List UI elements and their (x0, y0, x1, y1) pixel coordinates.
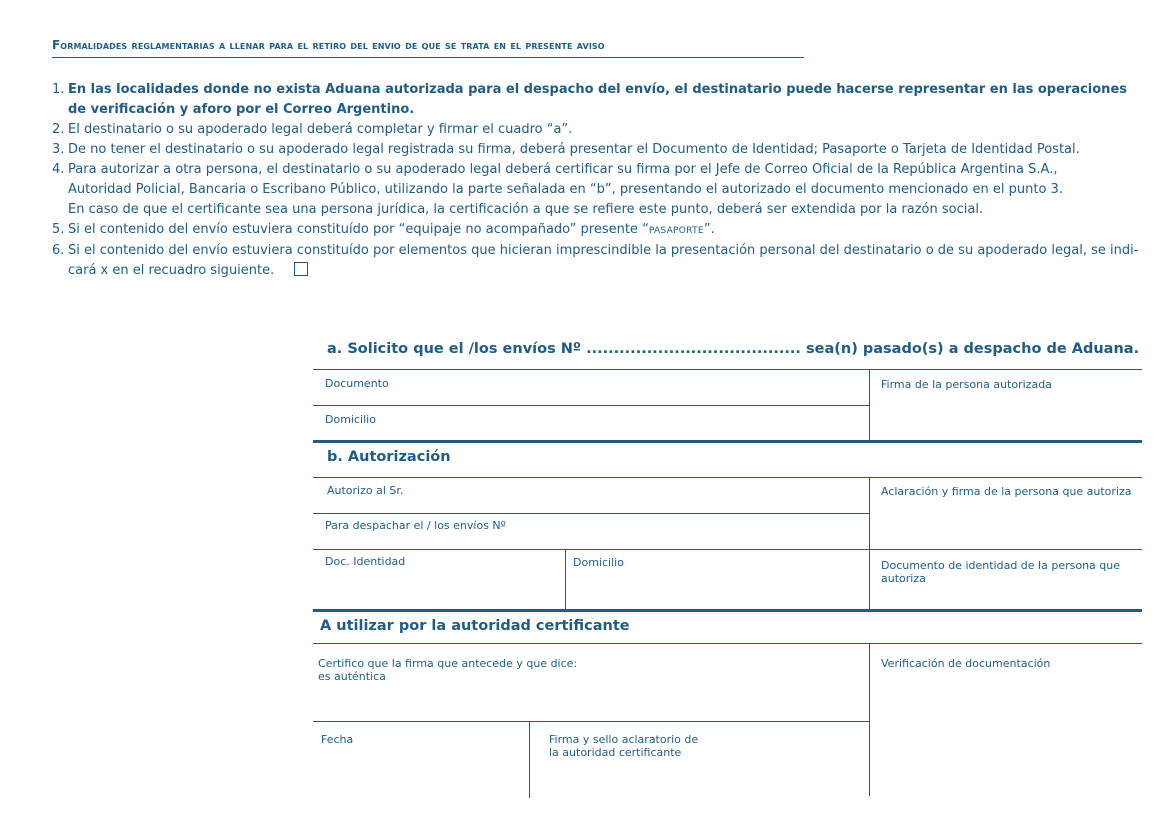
item-line: Autoridad Policial, Bancaria o Escribano Público, utilizando la parte señalada en “b”, presentando el autorizado el documento mencionado en el punto 3. (68, 182, 1063, 197)
item-text: De no tener el destinatario o su apoderado legal registrada su firma, deberá presentar el Documento de Identidad; Pasaporte o Tarjeta de Identidad Postal. (68, 142, 1080, 157)
firma-sello-line: Firma y sello aclaratorio de (549, 733, 699, 746)
certifico-line: Certifico que la firma que antecede y que dice: (318, 657, 578, 670)
divider (313, 549, 1142, 550)
item-text-pre: Si el contenido del envío estuviera constituído por “equipaje no acompañado” presente “ (68, 222, 649, 237)
item-number: 4. (52, 162, 65, 177)
item-number: 1. (52, 82, 65, 97)
item-line: Para autorizar a otra persona, el destinatario o su apoderado legal deberá certificar su firma por el Jefe de Correo Oficial de la República Argentina S.A., (68, 162, 1058, 177)
item-number: 6. (52, 243, 65, 258)
domicilio-b-label: Domicilio (573, 556, 624, 569)
documento-label: Documento (325, 377, 389, 390)
domicilio-label: Domicilio (325, 413, 376, 426)
passport-smallcaps: PASAPORTE (648, 226, 704, 236)
instruction-item-3 (52, 140, 1147, 160)
divider (529, 721, 530, 798)
divider (313, 405, 870, 406)
divider (313, 513, 870, 514)
instruction-item-6 (52, 241, 1147, 281)
divider (313, 477, 1142, 478)
instruction-item-5 (52, 220, 1147, 241)
divider (869, 369, 870, 441)
verificacion-field[interactable] (871, 645, 1142, 795)
item-line-text: cará x en el recuadro siguiente. (68, 263, 275, 278)
divider (565, 549, 566, 610)
certifico-line: es auténtica (318, 670, 386, 683)
item-number: 3. (52, 142, 65, 157)
firma-autorizada-field[interactable] (871, 371, 1142, 440)
section-b-title: b. Autorización (327, 449, 451, 465)
fecha-label: Fecha (321, 733, 354, 746)
item-number: 2. (52, 122, 65, 137)
aclaracion-label: Aclaración y firma de la persona que autoriza (881, 485, 1132, 498)
page-heading: Formalidades reglamentarias a llenar para el retiro del envio de que se trata en el presente aviso (52, 38, 804, 58)
fecha-field[interactable] (313, 723, 529, 796)
divider (313, 721, 870, 722)
autorizo-field[interactable] (313, 479, 869, 513)
item-number: 5. (52, 222, 65, 237)
personal-presence-checkbox[interactable] (294, 262, 308, 276)
documento-persona-label: Documento de identidad de la persona que autoriza (881, 559, 1121, 585)
firma-autorizada-label: Firma de la persona autorizada (881, 378, 1052, 391)
doc-identidad-label: Doc. Identidad (325, 555, 406, 568)
item-line: En caso de que el certificante sea una persona jurídica, la certificación a que se refiere este punto, deberá ser extendida por la razón social. (68, 202, 984, 217)
item-line (68, 261, 1147, 281)
aclaracion-field[interactable] (871, 479, 1142, 549)
firma-sello-line: la autoridad certificante (549, 746, 682, 759)
verificacion-label: Verificación de documentación (881, 657, 1051, 670)
divider (313, 369, 1142, 370)
divider (313, 609, 1142, 612)
item-text (68, 241, 1147, 281)
item-text (68, 220, 1147, 241)
firma-sello-field[interactable] (531, 723, 869, 796)
instruction-item-4 (52, 160, 1147, 220)
certifico-field[interactable] (313, 645, 869, 721)
instruction-item-2 (52, 120, 1147, 140)
section-c-title: A utilizar por la autoridad certificante (320, 618, 630, 634)
divider (313, 643, 1142, 644)
documento-field[interactable] (313, 371, 869, 405)
divider (869, 477, 870, 610)
divider (869, 643, 870, 796)
despachar-label: Para despachar el / los envíos Nº (325, 519, 506, 532)
divider (313, 440, 1142, 443)
documento-persona-field[interactable] (871, 551, 1142, 609)
item-text-post: ”. (703, 222, 715, 237)
domicilio-field[interactable] (313, 407, 869, 440)
instructions-list (52, 80, 1147, 281)
autorizo-label: Autorizo al Sr. (327, 484, 404, 497)
item-text: En las localidades donde no exista Aduana autorizada para el despacho del envío, el destinatario puede hacerse representar en las operaciones de verificación y aforo por el Correo Argentino. (68, 82, 1127, 117)
section-a-title: a. Solicito que el /los envíos Nº ....................................... sea(n) pasado(s) a despacho de Aduana. (327, 341, 1140, 357)
item-text: El destinatario o su apoderado legal deberá completar y firmar el cuadro “a”. (68, 122, 573, 137)
item-line: Si el contenido del envío estuviera constituído por elementos que hicieran imprescindible la presentación personal del destinatario o de su apoderado legal, se indi- (68, 243, 1139, 258)
despachar-field[interactable] (313, 515, 869, 549)
doc-identidad-field[interactable] (313, 551, 565, 609)
instruction-item-1 (52, 80, 1147, 120)
domicilio-b-field[interactable] (567, 551, 869, 609)
item-text (68, 160, 1147, 220)
